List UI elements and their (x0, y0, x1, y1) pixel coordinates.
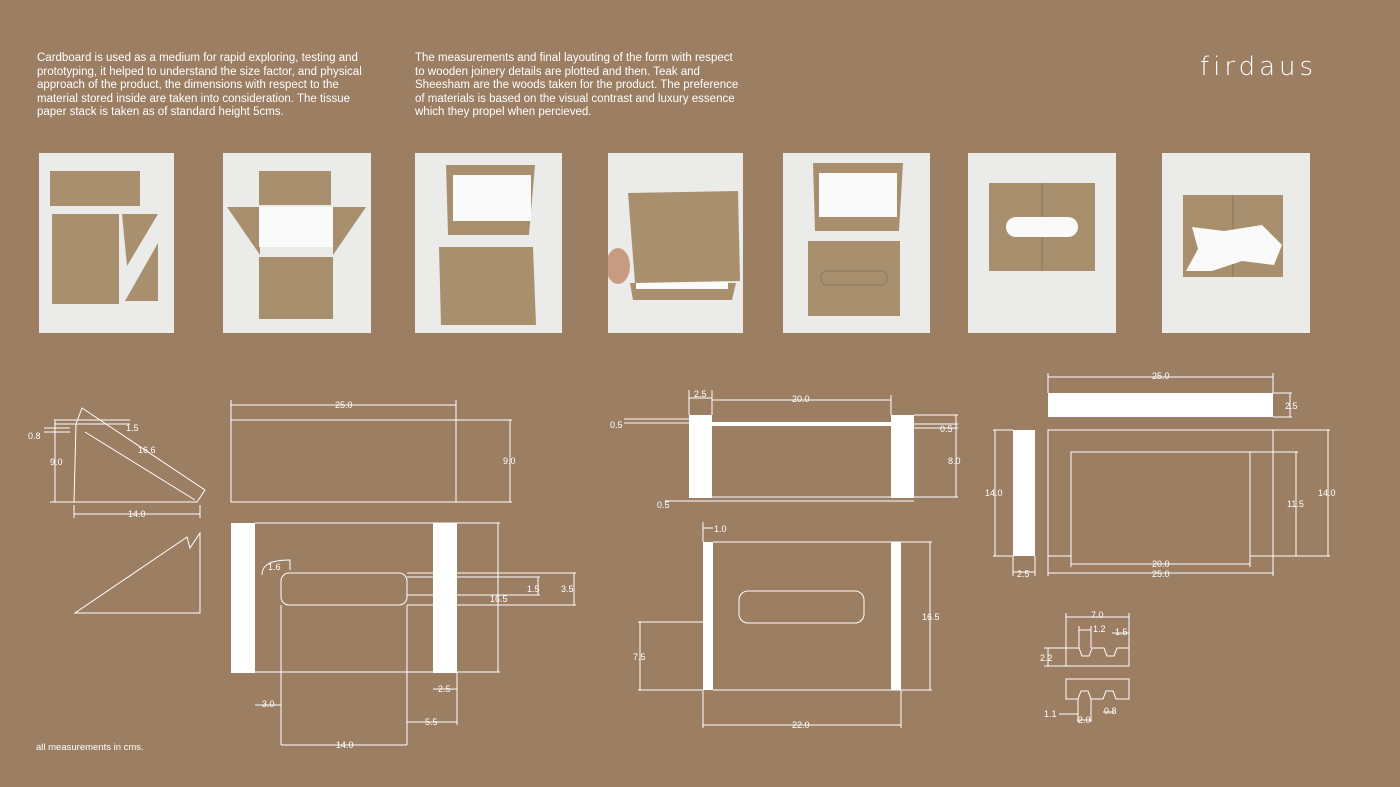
dim-base-3-5: 3.5 (561, 584, 574, 594)
dim-asm-25-0-top: 25.0 (1152, 371, 1170, 381)
dim-joint-1-5: 1.5 (1115, 627, 1128, 637)
dim-base-14-0: 14.0 (336, 740, 354, 750)
brand-logo: firdaus (1200, 52, 1318, 82)
dim-lid-7-5: 7.5 (633, 652, 646, 662)
dim-joint-1-1: 1.1 (1044, 709, 1057, 719)
dim-asm-2-5-top: 2.5 (1285, 401, 1298, 411)
dim-mid-0-5-bottom: 0.5 (657, 500, 670, 510)
drawing-side-triangle-elevation (28, 408, 205, 519)
dim-base-2-5: 2.5 (438, 684, 451, 694)
drawing-assembly-elevations (985, 371, 1336, 579)
dim-mid-0-5-right: 0.5 (940, 424, 953, 434)
dim-mid-20-0: 20.0 (792, 394, 810, 404)
dim-asm-14-0-right: 14.0 (1318, 488, 1336, 498)
dim-top-9-0: 9.0 (503, 456, 516, 466)
dim-asm-2-5-bottom: 2.5 (1017, 569, 1030, 579)
dim-joint-2-2: 2.2 (1040, 653, 1053, 663)
description-measurements-materials: The measurements and final layouting of the form with respect to wooden joinery details are plotted and then. Teak and Sheesham are the woods taken for the product. The preference of materials is based on the visual contrast and luxury essence which they propel when percieved. (415, 52, 739, 119)
dim-mid-8-0: 8.0 (948, 456, 961, 466)
dim-joint-7-0: 7.0 (1091, 610, 1104, 620)
drawing-unfolded-base-panel (231, 523, 576, 750)
dim-base-3-0: 3.0 (262, 699, 275, 709)
dim-base-16-5: 16.5 (490, 594, 508, 604)
dim-asm-11-5: 11.5 (1287, 499, 1304, 509)
dim-base-5-5: 5.5 (425, 717, 438, 727)
dim-joint-2-0: 2.0 (1078, 715, 1091, 725)
drawing-triangle-cut-piece (75, 533, 200, 613)
dim-base-1-6: 1.6 (268, 562, 281, 572)
drawing-top-panel (231, 400, 516, 502)
dim-joint-1-2: 1.2 (1093, 624, 1106, 634)
dim-base-1-5: 1.5 (527, 584, 540, 594)
dim-top-25-0: 25.0 (335, 400, 353, 410)
dim-tri-16-6: 16.6 (138, 445, 156, 455)
dim-tri-9-0: 9.0 (50, 457, 63, 467)
dim-lid-1-0: 1.0 (714, 524, 727, 534)
dim-tri-14-0: 14.0 (128, 509, 146, 519)
drawing-joinery-detail (1040, 610, 1129, 725)
dim-tri-1-5: 1.5 (126, 423, 139, 433)
drawing-box-cross-section (610, 389, 961, 510)
dim-lid-22-0: 22.0 (792, 720, 810, 730)
description-cardboard-prototyping: Cardboard is used as a medium for rapid exploring, testing and prototyping, it helped to understand the size factor, and physical approach of the product, the dimensions with respect to the material stored inside are taken into consideration. The tissue paper stack is taken as of standard height 5cms. (37, 52, 362, 119)
dim-mid-0-5-left: 0.5 (610, 420, 623, 430)
dim-joint-0-8: 0.8 (1104, 706, 1117, 716)
drawing-lid-plan (633, 522, 940, 730)
dim-tri-0-8: 0.8 (28, 431, 41, 441)
measurement-unit-note: all measurements in cms. (36, 742, 144, 753)
dim-asm-14-0-left: 14.0 (985, 488, 1003, 498)
dim-asm-20-0: 20.0 (1152, 559, 1170, 569)
dim-asm-25-0-bottom: 25.0 (1152, 569, 1170, 579)
dim-lid-16-5: 16.5 (922, 612, 940, 622)
dim-mid-2-5: 2.5 (694, 389, 707, 399)
